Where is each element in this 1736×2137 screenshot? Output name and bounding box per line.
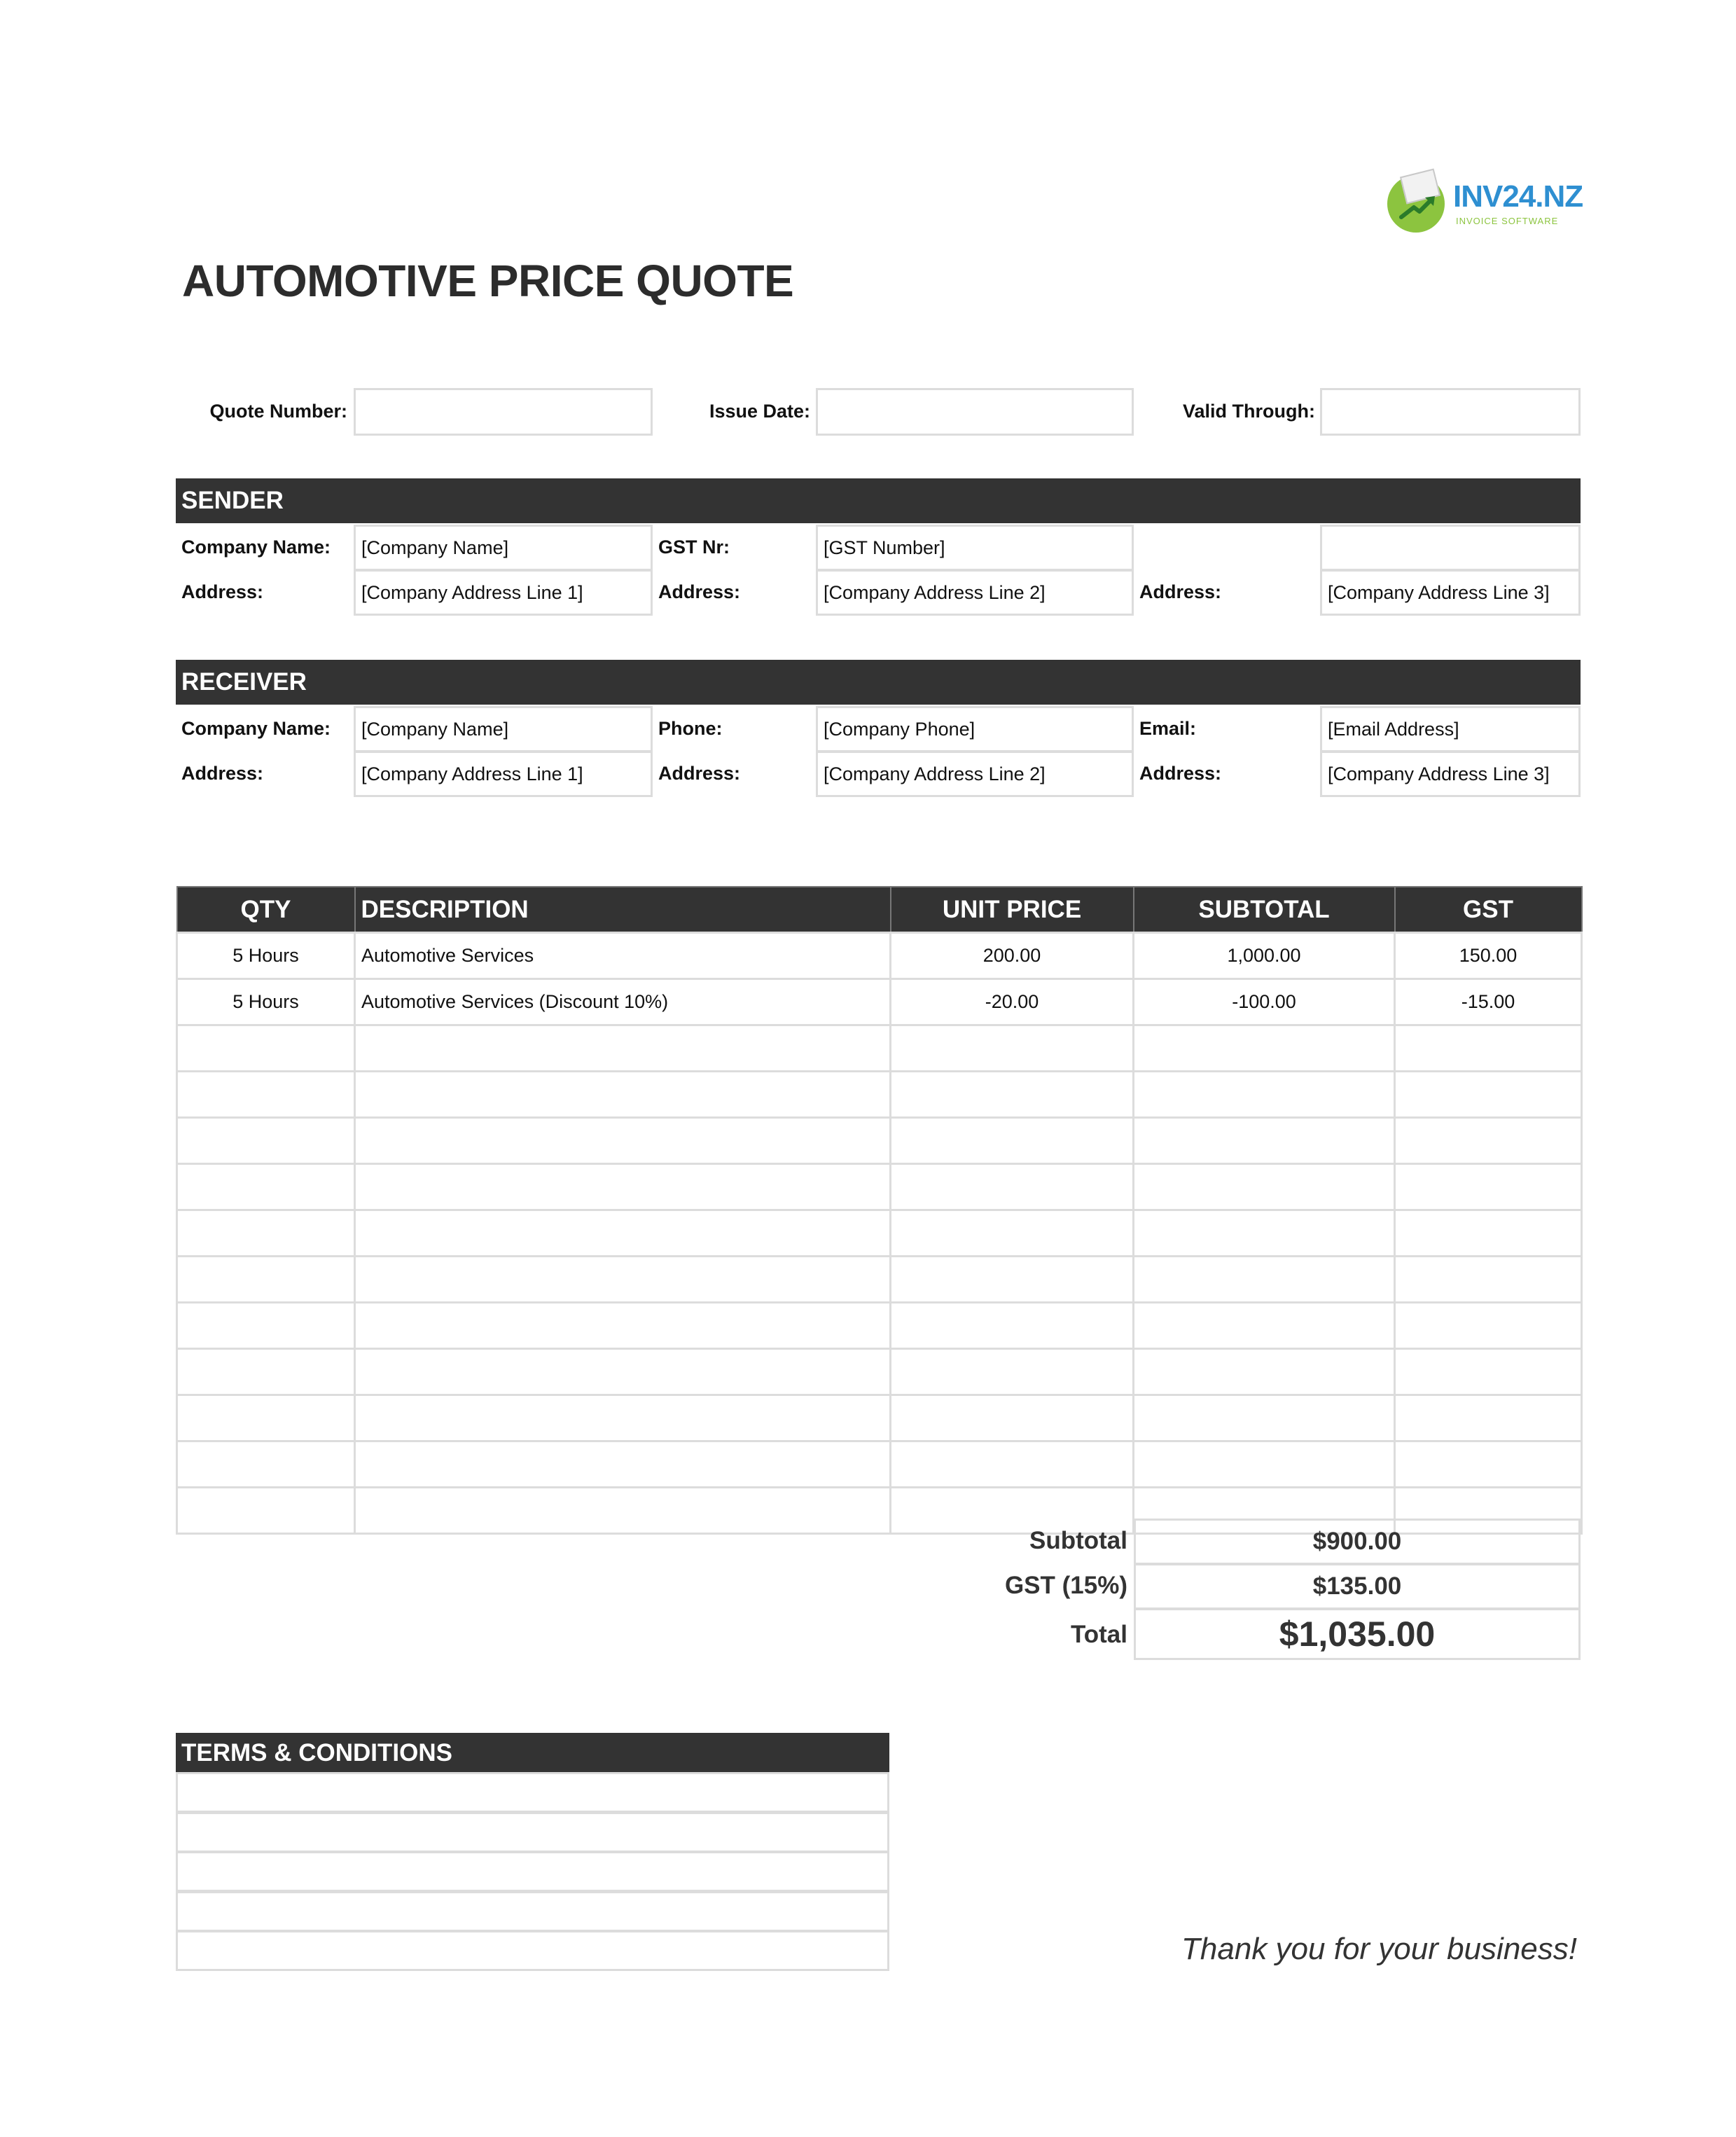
quote-number-field[interactable] <box>354 388 653 436</box>
receiver-header: RECEIVER <box>176 660 1581 705</box>
quote-number-label: Quote Number: <box>209 401 347 422</box>
sender-gst-field[interactable]: [GST Number] <box>816 525 1134 571</box>
item-gst-cell[interactable] <box>1395 1072 1582 1118</box>
description-header: DESCRIPTION <box>355 887 891 933</box>
total-value: $1,035.00 <box>1134 1608 1581 1660</box>
qty-header: QTY <box>177 887 355 933</box>
logo-tagline: INVOICE SOFTWARE <box>1456 216 1559 226</box>
sender-address2-label: Address: <box>658 581 741 602</box>
item-qty-cell[interactable] <box>177 1118 355 1164</box>
item-gst-cell[interactable]: 150.00 <box>1395 933 1582 979</box>
subtotal-label: Subtotal <box>1029 1527 1127 1554</box>
item-description-cell[interactable]: Automotive Services (Discount 10%) <box>355 979 891 1025</box>
sender-address3-field[interactable]: [Company Address Line 3] <box>1320 569 1581 616</box>
item-qty-cell[interactable]: 5 Hours <box>177 933 355 979</box>
table-row <box>177 1210 1582 1257</box>
item-gst-cell[interactable] <box>1395 1349 1582 1395</box>
item-qty-cell[interactable] <box>177 1488 355 1534</box>
receiver-company-field[interactable]: [Company Name] <box>354 706 653 752</box>
receiver-company-label: Company Name: <box>181 717 331 739</box>
item-description-cell[interactable] <box>355 1118 891 1164</box>
table-row <box>177 1072 1582 1118</box>
table-row <box>177 1257 1582 1303</box>
item-unit-price-cell[interactable] <box>891 1118 1134 1164</box>
table-row <box>177 1164 1582 1210</box>
table-row <box>177 979 1582 1025</box>
receiver-address2-label: Address: <box>658 762 741 784</box>
item-subtotal-cell[interactable] <box>1134 1118 1395 1164</box>
receiver-email-field[interactable]: [Email Address] <box>1320 706 1581 752</box>
terms-line[interactable] <box>176 1772 889 1813</box>
item-description-cell[interactable] <box>355 1164 891 1210</box>
item-qty-cell[interactable] <box>177 1441 355 1488</box>
table-row <box>177 933 1582 979</box>
sender-address1-field[interactable]: [Company Address Line 1] <box>354 569 653 616</box>
sender-header: SENDER <box>176 478 1581 523</box>
item-unit-price-cell[interactable] <box>891 1072 1134 1118</box>
item-subtotal-cell[interactable] <box>1134 1257 1395 1303</box>
sender-address2-field[interactable]: [Company Address Line 2] <box>816 569 1134 616</box>
item-qty-cell[interactable] <box>177 1210 355 1257</box>
item-subtotal-cell[interactable] <box>1134 1441 1395 1488</box>
item-qty-cell[interactable] <box>177 1349 355 1395</box>
table-row <box>177 1441 1582 1488</box>
issue-date-field[interactable] <box>816 388 1134 436</box>
item-unit-price-cell[interactable] <box>891 1441 1134 1488</box>
items-table <box>176 886 1583 1535</box>
items-header-row <box>177 887 1582 933</box>
page-title: AUTOMOTIVE PRICE QUOTE <box>182 256 794 306</box>
sender-company-label: Company Name: <box>181 536 331 558</box>
gst-total-value: $135.00 <box>1134 1563 1581 1610</box>
total-label: Total <box>1070 1621 1127 1648</box>
item-gst-cell[interactable] <box>1395 1118 1582 1164</box>
item-unit-price-cell[interactable] <box>891 1395 1134 1441</box>
sender-address1-label: Address: <box>181 581 264 602</box>
item-description-cell[interactable] <box>355 1395 891 1441</box>
item-description-cell[interactable]: Automotive Services <box>355 933 891 979</box>
item-gst-cell[interactable] <box>1395 1441 1582 1488</box>
item-description-cell[interactable] <box>355 1210 891 1257</box>
table-row <box>177 1025 1582 1072</box>
receiver-address3-label: Address: <box>1139 762 1222 784</box>
receiver-address1-field[interactable]: [Company Address Line 1] <box>354 751 653 797</box>
receiver-phone-field[interactable]: [Company Phone] <box>816 706 1134 752</box>
item-qty-cell[interactable] <box>177 1395 355 1441</box>
item-subtotal-cell[interactable] <box>1134 1349 1395 1395</box>
sender-gst-label: GST Nr: <box>658 536 730 558</box>
item-subtotal-cell[interactable]: -100.00 <box>1134 979 1395 1025</box>
valid-through-field[interactable] <box>1320 388 1581 436</box>
receiver-phone-label: Phone: <box>658 717 723 739</box>
item-qty-cell[interactable] <box>177 1025 355 1072</box>
terms-line[interactable] <box>176 1930 889 1971</box>
receiver-address1-label: Address: <box>181 762 264 784</box>
terms-line[interactable] <box>176 1891 889 1932</box>
unit-price-header: UNIT PRICE <box>891 887 1134 933</box>
item-unit-price-cell[interactable] <box>891 1025 1134 1072</box>
sender-company-field[interactable]: [Company Name] <box>354 525 653 571</box>
table-row <box>177 1118 1582 1164</box>
item-gst-cell[interactable]: -15.00 <box>1395 979 1582 1025</box>
subtotal-value: $900.00 <box>1134 1519 1581 1565</box>
terms-header: TERMS & CONDITIONS <box>176 1733 889 1773</box>
item-subtotal-cell[interactable] <box>1134 1395 1395 1441</box>
item-gst-cell[interactable] <box>1395 1164 1582 1210</box>
item-gst-cell[interactable] <box>1395 1210 1582 1257</box>
item-gst-cell[interactable] <box>1395 1257 1582 1303</box>
item-gst-cell[interactable] <box>1395 1395 1582 1441</box>
item-description-cell[interactable] <box>355 1303 891 1349</box>
item-subtotal-cell[interactable] <box>1134 1164 1395 1210</box>
item-qty-cell[interactable] <box>177 1164 355 1210</box>
item-unit-price-cell[interactable] <box>891 1164 1134 1210</box>
item-unit-price-cell[interactable] <box>891 1349 1134 1395</box>
valid-through-label: Valid Through: <box>1183 401 1315 422</box>
issue-date-label: Issue Date: <box>709 401 810 422</box>
item-subtotal-cell[interactable] <box>1134 1025 1395 1072</box>
item-description-cell[interactable] <box>355 1257 891 1303</box>
terms-line[interactable] <box>176 1812 889 1853</box>
table-row <box>177 1303 1582 1349</box>
gst-total-label: GST (15%) <box>1004 1572 1127 1599</box>
logo-name: INV24.NZ <box>1453 179 1583 214</box>
item-unit-price-cell[interactable]: -20.00 <box>891 979 1134 1025</box>
receiver-address2-field[interactable]: [Company Address Line 2] <box>816 751 1134 797</box>
thank-you-note: Thank you for your business! <box>1181 1932 1577 1966</box>
table-row <box>177 1349 1582 1395</box>
sender-address3-label: Address: <box>1139 581 1222 602</box>
item-unit-price-cell[interactable] <box>891 1210 1134 1257</box>
company-logo <box>1383 168 1583 235</box>
terms-line[interactable] <box>176 1851 889 1892</box>
receiver-email-label: Email: <box>1139 717 1197 739</box>
table-row <box>177 1395 1582 1441</box>
item-description-cell[interactable] <box>355 1441 891 1488</box>
item-subtotal-cell[interactable] <box>1134 1072 1395 1118</box>
item-qty-cell[interactable] <box>177 1303 355 1349</box>
gst-header: GST <box>1395 887 1582 933</box>
item-qty-cell[interactable]: 5 Hours <box>177 979 355 1025</box>
item-description-cell[interactable] <box>355 1072 891 1118</box>
item-subtotal-cell[interactable] <box>1134 1210 1395 1257</box>
item-qty-cell[interactable] <box>177 1257 355 1303</box>
item-gst-cell[interactable] <box>1395 1303 1582 1349</box>
item-gst-cell[interactable] <box>1395 1025 1582 1072</box>
item-description-cell[interactable] <box>355 1025 891 1072</box>
item-description-cell[interactable] <box>355 1488 891 1534</box>
subtotal-header: SUBTOTAL <box>1134 887 1395 933</box>
sender-empty-field[interactable] <box>1320 525 1581 571</box>
item-unit-price-cell[interactable]: 200.00 <box>891 933 1134 979</box>
item-qty-cell[interactable] <box>177 1072 355 1118</box>
item-unit-price-cell[interactable] <box>891 1303 1134 1349</box>
item-description-cell[interactable] <box>355 1349 891 1395</box>
logo-arrow-icon <box>1397 189 1439 224</box>
receiver-address3-field[interactable]: [Company Address Line 3] <box>1320 751 1581 797</box>
item-unit-price-cell[interactable] <box>891 1257 1134 1303</box>
item-subtotal-cell[interactable]: 1,000.00 <box>1134 933 1395 979</box>
item-subtotal-cell[interactable] <box>1134 1303 1395 1349</box>
